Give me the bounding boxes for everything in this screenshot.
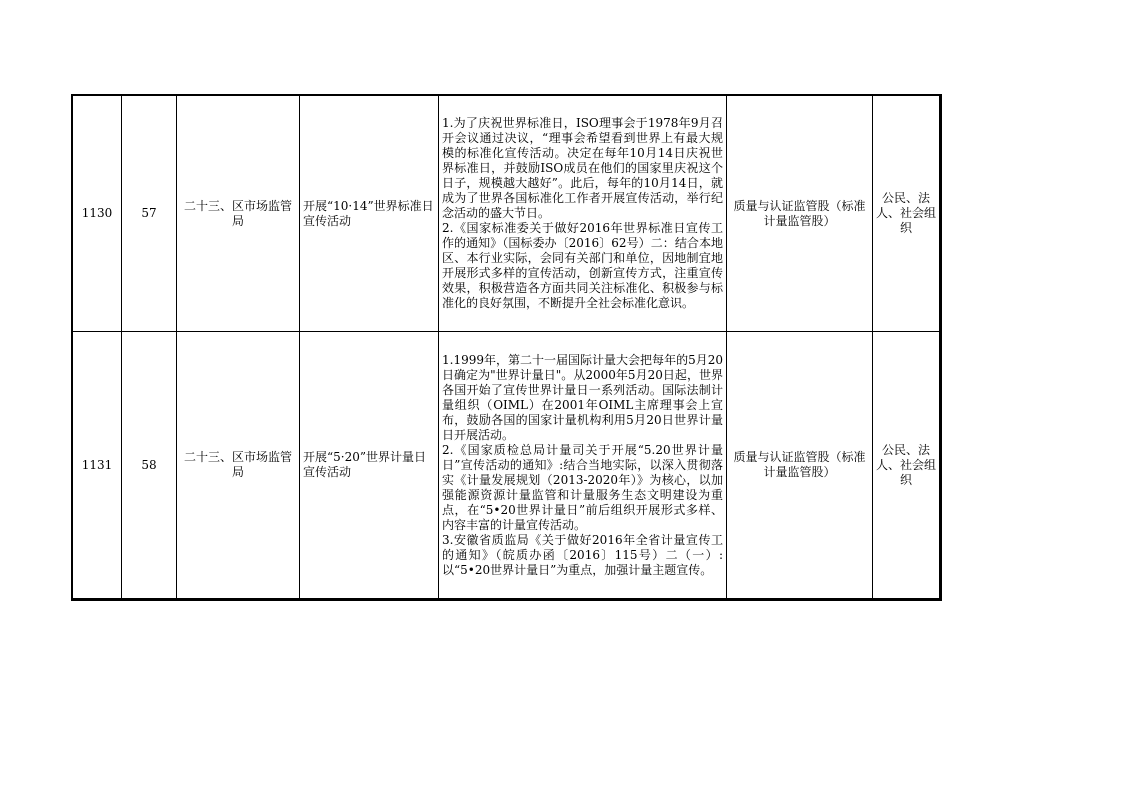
- item-name-cell: 开展“10·14”世界标准日宣传活动: [300, 96, 439, 332]
- responsible-unit-cell: 质量与认证监管股（标准计量监管股）: [727, 96, 873, 332]
- basis-paragraph: 3.安徽省质监局《关于做好2016年全省计量宣传工的通知》（皖质办函〔2016〕115号）二（一）:以“5•20世界计量日”为重点，加强计量主题宣传。: [442, 532, 723, 577]
- responsible-unit-cell: 质量与认证监管股（标准计量监管股）: [727, 332, 873, 599]
- department-cell: 二十三、区市场监管局: [177, 332, 300, 599]
- basis-cell: [439, 332, 727, 599]
- basis-cell: [439, 96, 727, 332]
- basis-paragraph: 1.1999年，第二十一届国际计量大会把每年的5月20日确定为"世界计量日"。从2000年5月20日起，世界各国开始了宣传世界计量日一系列活动。国际法制计量组织（OIML）在2001年OIML主席理事会上宣布，鼓励各国的国家计量机构利用5月20日世界计量日开展活动。: [442, 352, 723, 442]
- target-cell: 公民、法人、社会组织: [873, 96, 940, 332]
- basis-paragraph: 2.《国家标准委关于做好2016年世界标准日宣传工作的通知》（国标委办〔2016〕62号）二：结合本地区、本行业实际，会同有关部门和单位，因地制宜地开展形式多样的宣传活动，创新宣传方式，注重宣传效果，积极营造各方面共同关注标准化、积极参与标准化的良好氛围，不断提升全社会标准化意识。: [442, 221, 723, 310]
- basis-paragraph: 2.《国家质检总局计量司关于开展“5.20世界计量日”宣传活动的通知》:结合当地实际，以深入贯彻落实《计量发展规划（2013-2020年）》为核心，以加强能源资源计量监管和计量服务生态文明建设为重点，在“5•20世界计量日”前后组织开展形式多样、内容丰富的计量宣传活动。: [442, 442, 723, 532]
- target-cell: 公民、法人、社会组织: [873, 332, 940, 599]
- item-name-cell: 开展“5·20”世界计量日宣传活动: [300, 332, 439, 599]
- department-cell: 二十三、区市场监管局: [177, 96, 300, 332]
- table-row: [73, 332, 940, 599]
- table-row: [73, 96, 940, 332]
- basis-paragraph: 1.为了庆祝世界标准日，ISO理事会于1978年9月召开会议通过决议，“理事会希望看到世界上有最大规模的标准化宣传活动。决定在每年10月14日庆祝世界标准日，并鼓励ISO成员在他们的国家里庆祝这个日子，规模越大越好”。此后，每年的10月14日，就成为了世界各国标准化工作者开展宣传活动，举行纪念活动的盛大节日。: [442, 116, 723, 220]
- row-index-cell: 1130: [73, 96, 122, 332]
- item-number-cell: 57: [122, 96, 177, 332]
- item-number-cell: 58: [122, 332, 177, 599]
- responsibility-table: [72, 95, 940, 599]
- row-index-cell: 1131: [73, 332, 122, 599]
